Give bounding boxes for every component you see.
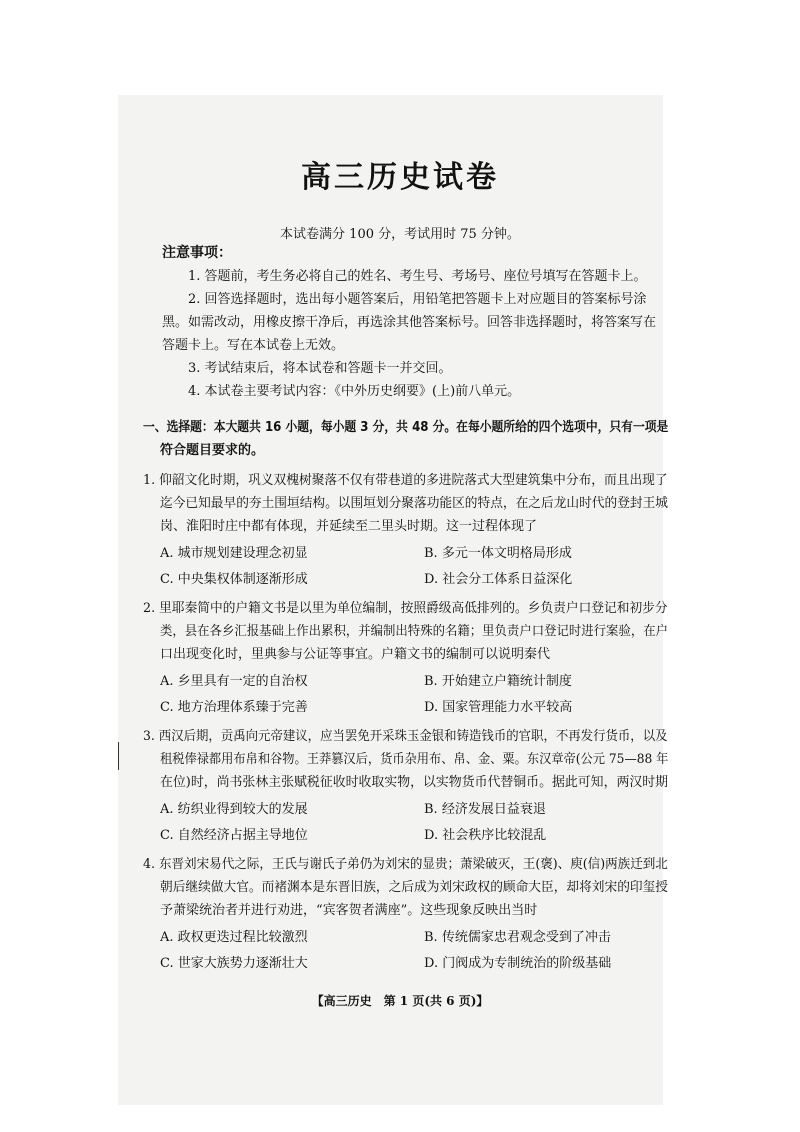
- option-b: B. 经济发展日益衰退: [424, 802, 546, 817]
- question-stem-line: 3. 西汉后期，贡禹向元帝建议，应当罢免开采珠玉金银和铸造钱币的官职，不再发行货币，以及: [143, 729, 668, 744]
- option-a: A. 城市规划建设理念初显: [160, 546, 308, 561]
- question-stem-line: 朝后继续做大官。而褚渊本是东晋旧族，之后成为刘宋政权的顾命大臣，却将刘宋的印玺授: [160, 880, 669, 895]
- option-a: A. 政权更迭过程比较激烈: [160, 930, 308, 945]
- question-stem-line: 在位)时，尚书张林主张赋税征收时收取实物，以实物货币代替铜币。据此可知，两汉时期: [160, 775, 669, 790]
- notice-line: 2. 回答选择题时，选出每小题答案后，用铅笔把答题卡上对应题目的答案标号涂: [188, 292, 647, 307]
- option-d: D. 社会秩序比较混乱: [424, 828, 547, 843]
- option-c: C. 地方治理体系臻于完善: [160, 700, 308, 715]
- notice-line: 1. 答题前，考生务必将自己的姓名、考生号、考场号、座位号填写在答题卡上。: [188, 269, 647, 284]
- option-b: B. 开始建立户籍统计制度: [424, 674, 572, 689]
- question-stem-line: 岗、淮阳时庄中都有体现，并延续至二里头时期。这一过程体现了: [160, 519, 538, 534]
- option-c: C. 中央集权体制逐渐形成: [160, 572, 308, 587]
- notice-heading: 注意事项：: [162, 245, 232, 261]
- option-c: C. 世家大族势力逐渐壮大: [160, 956, 308, 971]
- question-stem-line: 1. 仰韶文化时期，巩义双槐树聚落不仅有带巷道的多进院落式大型建筑集中分布，而且出现了: [143, 473, 668, 488]
- question-stem-line: 4. 东晋刘宋易代之际，王氏与谢氏子弟仍为刘宋的显贵；萧梁破灭，王(褒)、庾(信)两族迁到北: [143, 857, 668, 872]
- question-stem-line: 迄今已知最早的夯土围垣结构。以围垣划分聚落功能区的特点，在之后龙山时代的登封王城: [160, 496, 669, 511]
- question-stem-line: 予萧梁统治者并进行劝进，“宾客贺者满座”。这些现象反映出当时: [160, 903, 538, 918]
- question-stem-line: 租税俸禄都用布帛和谷物。王莽篡汉后，货币杂用布、帛、金、粟。东汉章帝(公元 75—88 年: [160, 752, 669, 767]
- question-stem-line: 类，县在各乡汇报基础上作出累积，并编制出特殊的名籍；里负责户口登记时进行案验，在户: [160, 624, 669, 639]
- question-stem-line: 2. 里耶秦简中的户籍文书是以里为单位编制，按照爵级高低排列的。乡负责户口登记和初步分: [143, 601, 668, 616]
- option-c: C. 自然经济占据主导地位: [160, 828, 308, 843]
- section-heading: 一、选择题：本大题共 16 小题，每小题 3 分，共 48 分。在每小题所给的四个选项中，只有一项是: [143, 420, 669, 435]
- section-heading-cont: 符合题目要求的。: [160, 443, 265, 458]
- option-a: A. 纺织业得到较大的发展: [160, 802, 308, 817]
- option-a: A. 乡里具有一定的自治权: [160, 674, 308, 689]
- option-b: B. 传统儒家忠君观念受到了冲击: [424, 930, 611, 945]
- notice-line: 3. 考试结束后，将本试卷和答题卡一并交回。: [188, 361, 452, 376]
- notice-line: 黑。如需改动，用橡皮擦干净后，再选涂其他答案标号。回答非选择题时，将答案写在: [162, 315, 657, 330]
- page-title: 高三历史试卷: [301, 160, 499, 195]
- notice-line: 4. 本试卷主要考试内容：《中外历史纲要》(上)前八单元。: [188, 384, 521, 399]
- binding-margin-mark: [118, 742, 119, 770]
- option-d: D. 门阀成为专制统治的阶级基础: [424, 956, 612, 971]
- page-footer: 【高三历史 第 1 页(共 6 页)】: [311, 994, 489, 1008]
- question-stem-line: 口出现变化时，里典参与公证等事宜。户籍文书的编制可以说明秦代: [160, 647, 551, 662]
- notice-line: 答题卡上。写在本试卷上无效。: [162, 338, 345, 353]
- option-d: D. 国家管理能力水平较高: [424, 700, 573, 715]
- exam-info: 本试卷满分 100 分，考试用时 75 分钟。: [280, 227, 520, 242]
- option-d: D. 社会分工体系日益深化: [424, 572, 573, 587]
- option-b: B. 多元一体文明格局形成: [424, 546, 572, 561]
